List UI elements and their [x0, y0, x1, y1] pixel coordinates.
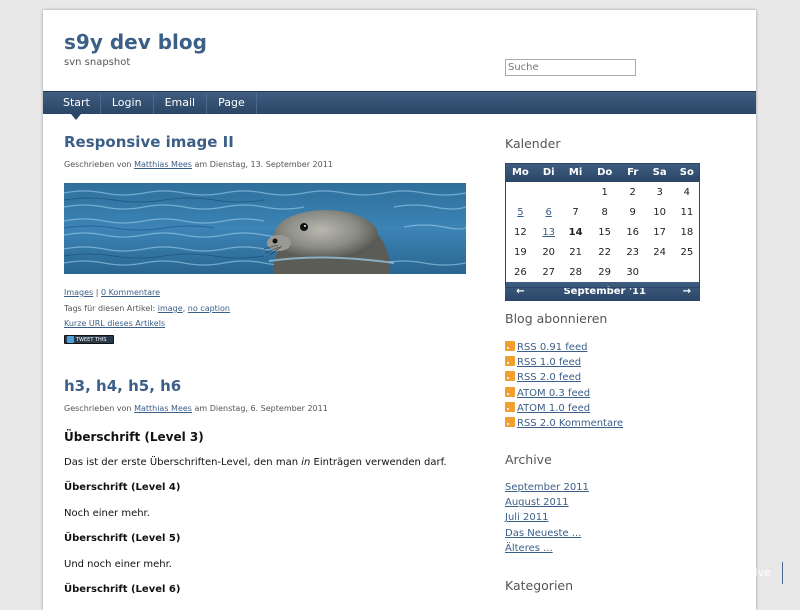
post-byline: [64, 160, 333, 169]
calendar-day: 3: [656, 186, 663, 198]
archive-list-item: [505, 541, 589, 556]
calendar-day: 24: [653, 246, 667, 258]
paragraph-text: Das ist der erste Überschriften-Level, den man: [64, 457, 302, 468]
calendar-day: 29: [598, 266, 612, 278]
images-category-link[interactable]: Images: [64, 288, 94, 297]
calendar-weekday: Di: [536, 163, 562, 182]
calendar-week-row: [505, 262, 700, 282]
feed-list-item: [505, 370, 623, 385]
byline-date: am Dienstag, 13. September 2011: [194, 160, 333, 169]
paragraph: Noch einer mehr.: [64, 508, 150, 519]
rss-feed-icon[interactable]: [505, 371, 515, 381]
archive-list-item: [505, 480, 589, 495]
archive-link[interactable]: Das Neueste ...: [505, 527, 582, 539]
calendar-weekday: Sa: [646, 163, 674, 182]
paragraph-text: Einträgen verwenden darf.: [310, 457, 447, 468]
calendar-day: 19: [514, 246, 527, 258]
byline-date: am Dienstag, 6. September 2011: [194, 404, 328, 413]
calendar-day: 18: [680, 226, 694, 238]
calendar-week-row: [505, 182, 700, 202]
calendar-week-row: [505, 222, 700, 242]
feed-link[interactable]: ATOM 1.0 feed: [517, 402, 591, 414]
byline-prefix: Geschrieben von: [64, 160, 132, 169]
calendar-day: 10: [653, 206, 667, 218]
categories-heading: Kategorien: [505, 578, 574, 593]
rss-feed-icon[interactable]: [505, 417, 515, 427]
calendar-day: 20: [542, 246, 556, 258]
calendar-day: 30: [626, 266, 640, 278]
calendar-empty-day: [674, 262, 700, 282]
tags-label: Tags für diesen Artikel:: [64, 304, 156, 313]
heading-level-6: Überschrift (Level 6): [64, 584, 181, 595]
calendar-weekday-row: [505, 163, 700, 182]
calendar-day: 14: [568, 226, 583, 238]
calendar-day: 26: [514, 266, 527, 278]
feed-link[interactable]: RSS 0.91 feed: [517, 342, 588, 353]
post-title[interactable]: h3, h4, h5, h6: [64, 377, 182, 395]
archive-link[interactable]: August 2011: [505, 497, 569, 509]
tweet-button[interactable]: [64, 335, 114, 344]
feed-list: [505, 340, 623, 431]
calendar-empty-day: [505, 182, 536, 202]
seal-image: [64, 183, 466, 274]
calendar-day: 28: [569, 266, 582, 278]
short-url-row: [64, 319, 165, 328]
feed-link[interactable]: RSS 1.0 feed: [517, 357, 582, 369]
feed-list-item: [505, 416, 623, 431]
feed-list-item: [505, 340, 623, 355]
calendar-day: 21: [569, 246, 582, 258]
calendar-day-cell: [505, 202, 536, 222]
comments-link[interactable]: 0 Kommentare: [101, 288, 161, 297]
heading-level-4: Überschrift (Level 4): [64, 482, 181, 493]
post-title[interactable]: Responsive image II: [64, 133, 234, 151]
nav-item-email[interactable]: Email: [154, 92, 208, 114]
heading-level-3: Überschrift (Level 3): [64, 430, 204, 444]
archive-list-item: [505, 510, 589, 525]
calendar-weekday: Fr: [620, 163, 646, 182]
calendar-empty-day: [562, 182, 590, 202]
site-title[interactable]: s9y dev blog: [64, 30, 207, 54]
calendar-day-link[interactable]: 13: [542, 226, 556, 238]
calendar: [505, 163, 700, 301]
archive-list: [505, 480, 589, 556]
calendar-weekday: Do: [590, 163, 620, 182]
calendar-empty-day: [646, 262, 674, 282]
calendar-day: 11: [680, 206, 694, 218]
calendar-next-button[interactable]: →: [674, 282, 700, 301]
tweet-button-label: TWEET THIS: [76, 337, 107, 343]
archive-link[interactable]: September 2011: [505, 482, 589, 493]
calendar-prev-button[interactable]: ←: [505, 282, 536, 301]
calendar-day: 27: [542, 266, 556, 278]
tag-link-no-caption[interactable]: no caption: [187, 304, 230, 313]
calendar-footer: [505, 282, 700, 301]
paragraph: Und noch einer mehr.: [64, 559, 172, 570]
calendar-day-cell: [536, 222, 562, 242]
calendar-month-label: September '11: [536, 282, 674, 301]
calendar-empty-day: [536, 182, 562, 202]
calendar-weekday: So: [674, 163, 700, 182]
twitter-icon: [67, 336, 74, 343]
calendar-day: 17: [653, 226, 667, 238]
calendar-day: 23: [626, 246, 640, 258]
feed-link[interactable]: RSS 2.0 Kommentare: [517, 417, 624, 429]
page-container: [43, 10, 771, 610]
rss-feed-icon[interactable]: [505, 402, 515, 412]
calendar-day: 16: [626, 226, 640, 238]
byline-prefix: Geschrieben von: [64, 404, 132, 413]
author-link[interactable]: Matthias Mees: [134, 404, 192, 413]
calendar-weekday: Mo: [505, 163, 536, 182]
post-footer-links: [64, 288, 160, 297]
nav-item-start[interactable]: Start: [43, 92, 101, 114]
nav-item-login[interactable]: Login: [101, 92, 154, 114]
feed-list-item: [505, 355, 623, 370]
site-tagline: svn snapshot: [64, 57, 131, 68]
calendar-day: 12: [514, 226, 527, 238]
short-url-link[interactable]: Kurze URL dieses Artikels: [64, 319, 166, 328]
feed-link[interactable]: ATOM 0.3 feed: [517, 387, 591, 399]
rss-feed-icon[interactable]: [505, 341, 515, 351]
link-separator: |: [95, 288, 99, 297]
archive-list-item: [505, 526, 589, 541]
seal-photo-svg: [64, 183, 466, 274]
calendar-week-row: [505, 242, 700, 262]
feed-list-item: [505, 401, 623, 416]
paragraph: [64, 457, 447, 468]
calendar-day-link[interactable]: 5: [517, 206, 524, 218]
calendar-heading: Kalender: [505, 136, 561, 151]
calendar-day: 1: [601, 186, 608, 198]
calendar-day: 7: [572, 206, 579, 218]
calendar-day: 25: [680, 246, 694, 258]
calendar-day: 2: [629, 186, 636, 198]
rss-feed-icon[interactable]: [505, 356, 515, 366]
subscribe-heading: Blog abonnieren: [505, 311, 608, 326]
heading-level-5: Überschrift (Level 5): [64, 533, 181, 544]
calendar-day: 8: [601, 206, 608, 218]
author-link[interactable]: Matthias Mees: [134, 160, 192, 169]
archive-heading: Archive: [505, 452, 552, 467]
post-byline: [64, 404, 328, 413]
calendar-day-link[interactable]: 6: [545, 206, 552, 218]
nav-item-archive[interactable]: Archive: [719, 562, 783, 584]
archive-link[interactable]: Juli 2011: [505, 512, 549, 524]
calendar-day: 4: [683, 186, 691, 198]
tag-link-image[interactable]: image: [157, 304, 183, 313]
search-input[interactable]: [505, 59, 636, 76]
calendar-day-cell: [536, 202, 562, 222]
nav-item-page[interactable]: Page: [207, 92, 257, 114]
calendar-day: 9: [629, 206, 636, 218]
emphasis-text: in: [301, 457, 311, 468]
calendar-weekday: Mi: [562, 163, 590, 182]
rss-feed-icon[interactable]: [505, 387, 515, 397]
archive-link[interactable]: Älteres ...: [505, 542, 553, 554]
feed-list-item: [505, 386, 623, 401]
post-tags: Tags für diesen Artikel: image, no caption: [64, 304, 230, 313]
calendar-day: 22: [598, 246, 612, 258]
archive-list-item: [505, 495, 589, 510]
calendar-day: 15: [598, 226, 612, 238]
feed-link[interactable]: RSS 2.0 feed: [517, 372, 582, 384]
calendar-week-row: [505, 202, 700, 222]
